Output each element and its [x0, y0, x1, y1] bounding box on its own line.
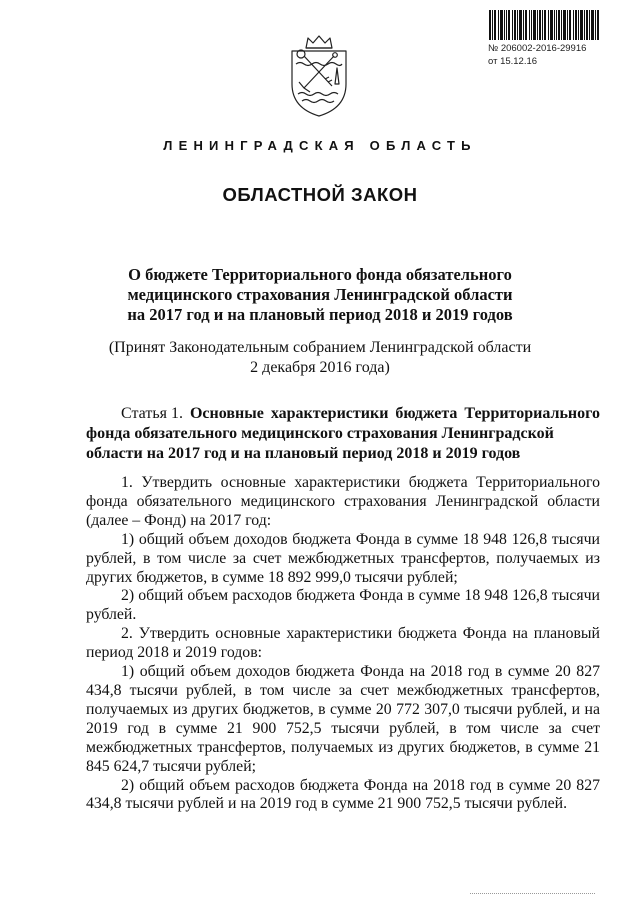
paragraph: 1) общий объем доходов бюджета Фонда на 2018 год в сумме 20 827 434,8 тысячи рублей, в том числе за счет межбюджетных трансфертов, получаемых из других бюджетов, в сумме 20 772 307,0 тысячи рублей, и на 2019 год в сумме 21 900 752,5 тысячи рублей, в том числе за счет межбюджетных трансфертов, получаемых из других бюджетов, в сумме 21 845 624,7 тысячи рублей; [86, 663, 600, 775]
law-title-line: О бюджете Территориального фонда обязательного [128, 265, 512, 284]
adoption-note [70, 338, 570, 378]
paragraph: 2) общий объем расходов бюджета Фонда на 2018 год в сумме 20 827 434,8 тысячи рублей и на 2019 год в сумме 21 900 752,5 тысячи рублей. [86, 776, 600, 813]
adoption-note-line: 2 декабря 2016 года) [250, 359, 390, 376]
article-label: Статья 1. [121, 405, 183, 422]
registration-date: от 15.12.16 [488, 56, 538, 67]
adoption-note-line: (Принят Законодательным собранием Ленинградской области [108, 339, 532, 356]
article-title-word: Территориального [464, 405, 600, 422]
article-title-word: Основные [189, 405, 264, 422]
law-title-line: медицинского страхования Ленинградской области [127, 285, 513, 304]
article-heading [86, 404, 600, 464]
law-title [70, 265, 570, 325]
article-title-word: характеристики [270, 405, 389, 422]
registration-number: № 206002-2016-29916 [488, 43, 587, 54]
article-title-rest: фонда обязательного медицинского страхования Ленинградской области на 2017 год и на плановый период 2018 и 2019 годов [86, 425, 554, 462]
document-type: ОБЛАСТНОЙ ЗАКОН [222, 184, 418, 205]
region-name: ЛЕНИНГРАДСКАЯ ОБЛАСТЬ [163, 138, 477, 153]
paragraph: 2. Утвердить основные характеристики бюджета Фонда на плановый период 2018 и 2019 годов: [86, 625, 600, 662]
paragraph: 2) общий объем расходов бюджета Фонда в сумме 18 948 126,8 тысячи рублей. [86, 587, 600, 624]
article-body [86, 474, 600, 814]
paragraph: 1) общий объем доходов бюджета Фонда в сумме 18 948 126,8 тысячи рублей, в том числе за счет межбюджетных трансфертов, получаемых из других бюджетов, в сумме 18 892 999,0 тысячи рублей; [86, 530, 600, 586]
barcode [489, 10, 599, 40]
coat-of-arms-emblem [284, 34, 354, 118]
registration-info [488, 42, 586, 68]
paragraph: 1. Утвердить основные характеристики бюджета Территориального фонда обязательного медицинского страхования Ленинградской области (далее – Фонд) на 2017 год: [86, 474, 600, 529]
law-title-line: на 2017 год и на плановый период 2018 и 2019 годов [127, 305, 513, 324]
footer-scan-mark [470, 893, 595, 896]
article-title-word: бюджета [395, 405, 458, 422]
